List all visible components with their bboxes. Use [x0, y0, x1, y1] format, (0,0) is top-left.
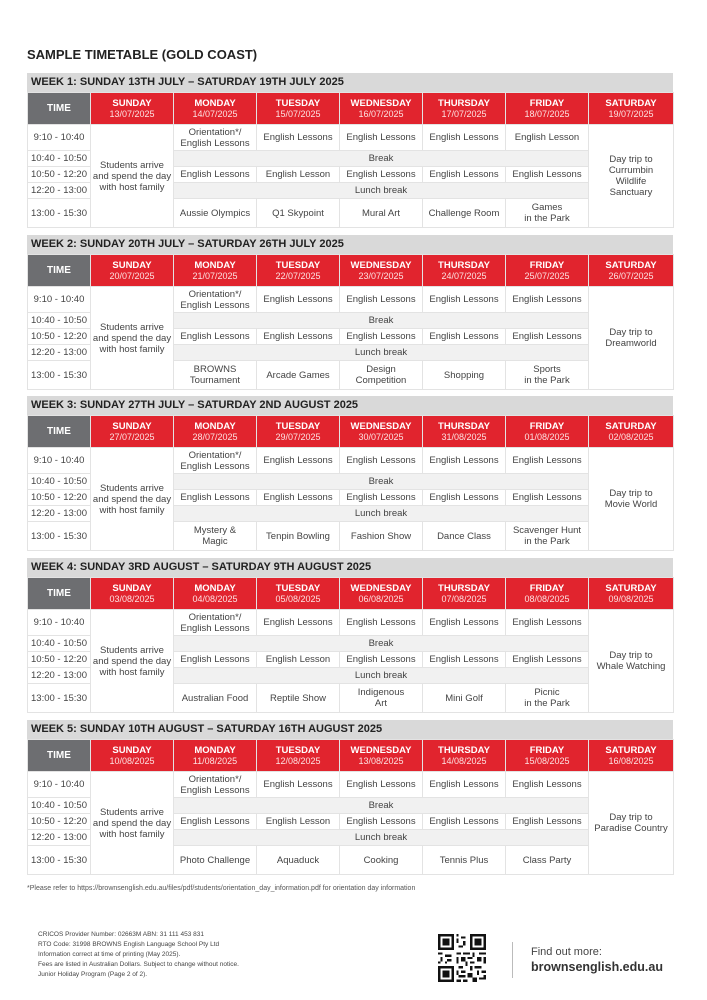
saturday-cell: Day trip to Movie World	[589, 448, 674, 551]
day-header-tuesday	[257, 93, 340, 125]
morning-activity: English Lessons	[506, 772, 589, 798]
day-date: 08/08/2025	[524, 593, 570, 604]
midday-activity: English Lessons	[506, 814, 589, 830]
day-header-sunday	[91, 416, 174, 448]
day-name: TUESDAY	[275, 97, 321, 109]
day-date: 07/08/2025	[441, 593, 487, 604]
day-header-saturday	[589, 578, 674, 610]
day-date: 26/07/2025	[608, 270, 654, 281]
saturday-cell: Day trip to Dreamworld	[589, 287, 674, 390]
day-date: 06/08/2025	[358, 593, 404, 604]
day-name: SATURDAY	[605, 259, 657, 271]
midday-activity: English Lessons	[174, 490, 257, 506]
day-date: 15/08/2025	[524, 755, 570, 766]
day-header-monday	[174, 93, 257, 125]
day-name: SUNDAY	[112, 97, 152, 109]
day-date: 03/08/2025	[109, 593, 155, 604]
day-name: TUESDAY	[275, 259, 321, 271]
morning-activity: English Lessons	[340, 610, 423, 636]
time-slot: 9:10 - 10:40	[28, 287, 91, 313]
day-name: WEDNESDAY	[350, 259, 412, 271]
break-cell: Break	[174, 151, 589, 167]
sunday-cell: Students arrive and spend the day with host family	[91, 772, 174, 875]
afternoon-activity: Mini Golf	[423, 684, 506, 713]
time-slot: 12:20 - 13:00	[28, 668, 91, 684]
lunch-cell: Lunch break	[174, 830, 589, 846]
day-header-wednesday	[340, 93, 423, 125]
day-header-monday	[174, 578, 257, 610]
midday-activity: English Lessons	[174, 329, 257, 345]
day-date: 12/08/2025	[275, 755, 321, 766]
day-header-friday	[506, 416, 589, 448]
afternoon-activity: Indigenous Art	[340, 684, 423, 713]
afternoon-activity: Class Party	[506, 846, 589, 875]
saturday-cell: Day trip to Paradise Country	[589, 772, 674, 875]
day-header-thursday	[423, 93, 506, 125]
afternoon-activity: Fashion Show	[340, 522, 423, 551]
week-table	[27, 739, 674, 875]
week-heading: WEEK 2: SUNDAY 20TH JULY – SATURDAY 26TH JULY 2025	[27, 235, 673, 254]
time-column-header: TIME	[28, 578, 91, 610]
day-header-sunday	[91, 578, 174, 610]
time-slot: 13:00 - 15:30	[28, 846, 91, 875]
morning-activity: Orientation*/ English Lessons	[174, 610, 257, 636]
time-column-header: TIME	[28, 416, 91, 448]
midday-activity: English Lesson	[257, 814, 340, 830]
website-link[interactable]: brownsenglish.edu.au	[531, 960, 663, 974]
day-header-tuesday	[257, 255, 340, 287]
day-header-monday	[174, 255, 257, 287]
day-header-sunday	[91, 255, 174, 287]
day-header-wednesday	[340, 255, 423, 287]
afternoon-activity: Mystery & Magic	[174, 522, 257, 551]
footer-line: Information correct at time of printing (May 2025).	[38, 951, 181, 958]
day-header-thursday	[423, 740, 506, 772]
week-heading: WEEK 1: SUNDAY 13TH JULY – SATURDAY 19TH JULY 2025	[27, 73, 673, 92]
afternoon-activity: Games in the Park	[506, 199, 589, 228]
morning-activity: English Lessons	[340, 287, 423, 313]
morning-activity: English Lessons	[340, 448, 423, 474]
day-date: 25/07/2025	[524, 270, 570, 281]
time-slot: 13:00 - 15:30	[28, 199, 91, 228]
day-date: 28/07/2025	[192, 431, 238, 442]
midday-activity: English Lessons	[340, 652, 423, 668]
week-section	[27, 235, 673, 390]
day-header-thursday	[423, 255, 506, 287]
morning-activity: English Lessons	[423, 448, 506, 474]
afternoon-activity: Photo Challenge	[174, 846, 257, 875]
week-section	[27, 558, 673, 713]
morning-activity: English Lessons	[423, 125, 506, 151]
day-header-saturday	[589, 740, 674, 772]
day-header-friday	[506, 255, 589, 287]
day-header-tuesday	[257, 740, 340, 772]
midday-activity: English Lesson	[257, 167, 340, 183]
break-cell: Break	[174, 798, 589, 814]
time-slot: 10:40 - 10:50	[28, 474, 91, 490]
midday-activity: English Lessons	[506, 652, 589, 668]
footer-divider	[512, 942, 513, 978]
day-name: FRIDAY	[529, 259, 565, 271]
day-name: WEDNESDAY	[350, 582, 412, 594]
day-date: 01/08/2025	[524, 431, 570, 442]
day-header-thursday	[423, 416, 506, 448]
time-slot: 9:10 - 10:40	[28, 772, 91, 798]
day-header-monday	[174, 416, 257, 448]
day-date: 27/07/2025	[109, 431, 155, 442]
footer-line: RTO Code: 31998 BROWNS English Language School Pty Ltd	[38, 941, 220, 948]
day-name: SUNDAY	[112, 744, 152, 756]
afternoon-activity: Tenpin Bowling	[257, 522, 340, 551]
time-slot: 12:20 - 13:00	[28, 830, 91, 846]
day-name: MONDAY	[194, 259, 236, 271]
orientation-footnote: *Please refer to https://brownsenglish.edu.au/files/pdf/students/orientation_day_information.pdf for orientation day information	[27, 885, 416, 892]
day-date: 18/07/2025	[524, 108, 570, 119]
day-date: 31/08/2025	[441, 431, 487, 442]
time-slot: 10:50 - 12:20	[28, 167, 91, 183]
day-name: SUNDAY	[112, 582, 152, 594]
footer-info	[38, 930, 239, 980]
midday-activity: English Lessons	[340, 167, 423, 183]
time-slot: 10:50 - 12:20	[28, 329, 91, 345]
day-header-saturday	[589, 255, 674, 287]
morning-activity: English Lessons	[257, 772, 340, 798]
day-header-friday	[506, 93, 589, 125]
midday-activity: English Lessons	[423, 329, 506, 345]
morning-activity: English Lessons	[257, 610, 340, 636]
day-name: TUESDAY	[275, 582, 321, 594]
afternoon-activity: Design Competition	[340, 361, 423, 390]
day-date: 13/07/2025	[109, 108, 155, 119]
day-date: 10/08/2025	[109, 755, 155, 766]
day-name: MONDAY	[194, 97, 236, 109]
page-title: SAMPLE TIMETABLE (GOLD COAST)	[27, 47, 258, 62]
day-name: MONDAY	[194, 582, 236, 594]
afternoon-activity: Shopping	[423, 361, 506, 390]
day-name: SATURDAY	[605, 744, 657, 756]
week-heading: WEEK 4: SUNDAY 3RD AUGUST – SATURDAY 9TH AUGUST 2025	[27, 558, 673, 577]
morning-activity: English Lessons	[506, 287, 589, 313]
day-name: MONDAY	[194, 420, 236, 432]
morning-activity: Orientation*/ English Lessons	[174, 287, 257, 313]
day-header-saturday	[589, 93, 674, 125]
morning-activity: Orientation*/ English Lessons	[174, 125, 257, 151]
day-date: 02/08/2025	[608, 431, 654, 442]
day-date: 16/07/2025	[358, 108, 404, 119]
morning-activity: English Lesson	[506, 125, 589, 151]
day-date: 22/07/2025	[275, 270, 321, 281]
day-name: FRIDAY	[529, 744, 565, 756]
day-header-tuesday	[257, 578, 340, 610]
week-heading: WEEK 3: SUNDAY 27TH JULY – SATURDAY 2ND AUGUST 2025	[27, 396, 673, 415]
week-table	[27, 254, 674, 390]
day-header-wednesday	[340, 416, 423, 448]
afternoon-activity: Q1 Skypoint	[257, 199, 340, 228]
time-column-header: TIME	[28, 255, 91, 287]
time-slot: 13:00 - 15:30	[28, 522, 91, 551]
qr-code-icon[interactable]	[438, 934, 486, 982]
midday-activity: English Lesson	[257, 652, 340, 668]
midday-activity: English Lessons	[340, 814, 423, 830]
day-header-friday	[506, 578, 589, 610]
day-date: 30/07/2025	[358, 431, 404, 442]
day-date: 11/08/2025	[192, 755, 238, 766]
morning-activity: English Lessons	[257, 125, 340, 151]
sunday-cell: Students arrive and spend the day with host family	[91, 448, 174, 551]
day-header-monday	[174, 740, 257, 772]
day-date: 05/08/2025	[275, 593, 321, 604]
week-section	[27, 720, 673, 875]
afternoon-activity: Dance Class	[423, 522, 506, 551]
day-name: SUNDAY	[112, 259, 152, 271]
day-name: THURSDAY	[438, 744, 490, 756]
afternoon-activity: Aquaduck	[257, 846, 340, 875]
time-column-header: TIME	[28, 740, 91, 772]
day-name: MONDAY	[194, 744, 236, 756]
sunday-cell: Students arrive and spend the day with host family	[91, 125, 174, 228]
afternoon-activity: Mural Art	[340, 199, 423, 228]
day-name: SUNDAY	[112, 420, 152, 432]
midday-activity: English Lessons	[257, 490, 340, 506]
midday-activity: English Lessons	[506, 329, 589, 345]
midday-activity: English Lessons	[423, 814, 506, 830]
day-header-sunday	[91, 93, 174, 125]
week-table	[27, 92, 674, 228]
day-date: 19/07/2025	[608, 108, 654, 119]
time-slot: 9:10 - 10:40	[28, 125, 91, 151]
find-out-more-label: Find out more:	[531, 946, 602, 958]
morning-activity: English Lessons	[423, 287, 506, 313]
day-date: 29/07/2025	[275, 431, 321, 442]
morning-activity: English Lessons	[257, 287, 340, 313]
day-header-wednesday	[340, 578, 423, 610]
morning-activity: English Lessons	[340, 772, 423, 798]
sunday-cell: Students arrive and spend the day with host family	[91, 287, 174, 390]
day-name: TUESDAY	[275, 420, 321, 432]
afternoon-activity: Tennis Plus	[423, 846, 506, 875]
time-column-header: TIME	[28, 93, 91, 125]
lunch-cell: Lunch break	[174, 668, 589, 684]
week-section	[27, 396, 673, 551]
midday-activity: English Lessons	[423, 652, 506, 668]
time-slot: 12:20 - 13:00	[28, 506, 91, 522]
morning-activity: English Lessons	[506, 448, 589, 474]
day-date: 23/07/2025	[358, 270, 404, 281]
day-date: 04/08/2025	[192, 593, 238, 604]
afternoon-activity: Reptile Show	[257, 684, 340, 713]
day-name: THURSDAY	[438, 420, 490, 432]
afternoon-activity: Australian Food	[174, 684, 257, 713]
day-name: TUESDAY	[275, 744, 321, 756]
day-header-wednesday	[340, 740, 423, 772]
afternoon-activity: Scavenger Hunt in the Park	[506, 522, 589, 551]
saturday-cell: Day trip to Whale Watching	[589, 610, 674, 713]
morning-activity: Orientation*/ English Lessons	[174, 448, 257, 474]
day-date: 14/07/2025	[192, 108, 238, 119]
time-slot: 10:40 - 10:50	[28, 151, 91, 167]
footer-line: Junior Holiday Program (Page 2 of 2).	[38, 971, 148, 978]
day-name: SATURDAY	[605, 97, 657, 109]
day-header-sunday	[91, 740, 174, 772]
midday-activity: English Lessons	[340, 329, 423, 345]
afternoon-activity: Challenge Room	[423, 199, 506, 228]
day-header-saturday	[589, 416, 674, 448]
day-name: FRIDAY	[529, 420, 565, 432]
day-date: 17/07/2025	[441, 108, 487, 119]
time-slot: 10:50 - 12:20	[28, 490, 91, 506]
footer-line: Fees are listed in Australian Dollars. Subject to change without notice.	[38, 961, 239, 968]
morning-activity: English Lessons	[506, 610, 589, 636]
midday-activity: English Lessons	[257, 329, 340, 345]
week-table	[27, 415, 674, 551]
afternoon-activity: Aussie Olympics	[174, 199, 257, 228]
time-slot: 12:20 - 13:00	[28, 183, 91, 199]
day-name: THURSDAY	[438, 97, 490, 109]
lunch-cell: Lunch break	[174, 345, 589, 361]
time-slot: 13:00 - 15:30	[28, 684, 91, 713]
footer-line: CRICOS Provider Number: 02663M ABN: 31 111 453 831	[38, 931, 204, 938]
time-slot: 10:50 - 12:20	[28, 652, 91, 668]
day-date: 20/07/2025	[109, 270, 155, 281]
day-date: 14/08/2025	[441, 755, 487, 766]
time-slot: 10:40 - 10:50	[28, 313, 91, 329]
day-name: SATURDAY	[605, 420, 657, 432]
break-cell: Break	[174, 313, 589, 329]
time-slot: 9:10 - 10:40	[28, 610, 91, 636]
midday-activity: English Lessons	[174, 814, 257, 830]
day-name: FRIDAY	[529, 582, 565, 594]
morning-activity: English Lessons	[423, 610, 506, 636]
day-date: 21/07/2025	[192, 270, 238, 281]
break-cell: Break	[174, 636, 589, 652]
afternoon-activity: BROWNS Tournament	[174, 361, 257, 390]
time-slot: 10:40 - 10:50	[28, 798, 91, 814]
time-slot: 10:40 - 10:50	[28, 636, 91, 652]
time-slot: 12:20 - 13:00	[28, 345, 91, 361]
afternoon-activity: Cooking	[340, 846, 423, 875]
lunch-cell: Lunch break	[174, 506, 589, 522]
day-name: THURSDAY	[438, 582, 490, 594]
afternoon-activity: Sports in the Park	[506, 361, 589, 390]
midday-activity: English Lessons	[423, 490, 506, 506]
day-name: WEDNESDAY	[350, 744, 412, 756]
day-date: 24/07/2025	[441, 270, 487, 281]
morning-activity: English Lessons	[257, 448, 340, 474]
time-slot: 13:00 - 15:30	[28, 361, 91, 390]
afternoon-activity: Picnic in the Park	[506, 684, 589, 713]
lunch-cell: Lunch break	[174, 183, 589, 199]
break-cell: Break	[174, 474, 589, 490]
week-heading: WEEK 5: SUNDAY 10TH AUGUST – SATURDAY 16TH AUGUST 2025	[27, 720, 673, 739]
morning-activity: English Lessons	[340, 125, 423, 151]
day-name: FRIDAY	[529, 97, 565, 109]
sunday-cell: Students arrive and spend the day with host family	[91, 610, 174, 713]
day-name: THURSDAY	[438, 259, 490, 271]
day-header-thursday	[423, 578, 506, 610]
time-slot: 9:10 - 10:40	[28, 448, 91, 474]
saturday-cell: Day trip to Currumbin Wildlife Sanctuary	[589, 125, 674, 228]
midday-activity: English Lessons	[423, 167, 506, 183]
time-slot: 10:50 - 12:20	[28, 814, 91, 830]
midday-activity: English Lessons	[340, 490, 423, 506]
midday-activity: English Lessons	[506, 167, 589, 183]
day-name: WEDNESDAY	[350, 97, 412, 109]
day-date: 15/07/2025	[275, 108, 321, 119]
day-date: 09/08/2025	[608, 593, 654, 604]
midday-activity: English Lessons	[506, 490, 589, 506]
midday-activity: English Lessons	[174, 167, 257, 183]
week-table	[27, 577, 674, 713]
week-section	[27, 73, 673, 228]
day-date: 16/08/2025	[608, 755, 654, 766]
day-name: SATURDAY	[605, 582, 657, 594]
morning-activity: English Lessons	[423, 772, 506, 798]
midday-activity: English Lessons	[174, 652, 257, 668]
morning-activity: Orientation*/ English Lessons	[174, 772, 257, 798]
afternoon-activity: Arcade Games	[257, 361, 340, 390]
day-date: 13/08/2025	[358, 755, 404, 766]
day-header-friday	[506, 740, 589, 772]
day-name: WEDNESDAY	[350, 420, 412, 432]
day-header-tuesday	[257, 416, 340, 448]
